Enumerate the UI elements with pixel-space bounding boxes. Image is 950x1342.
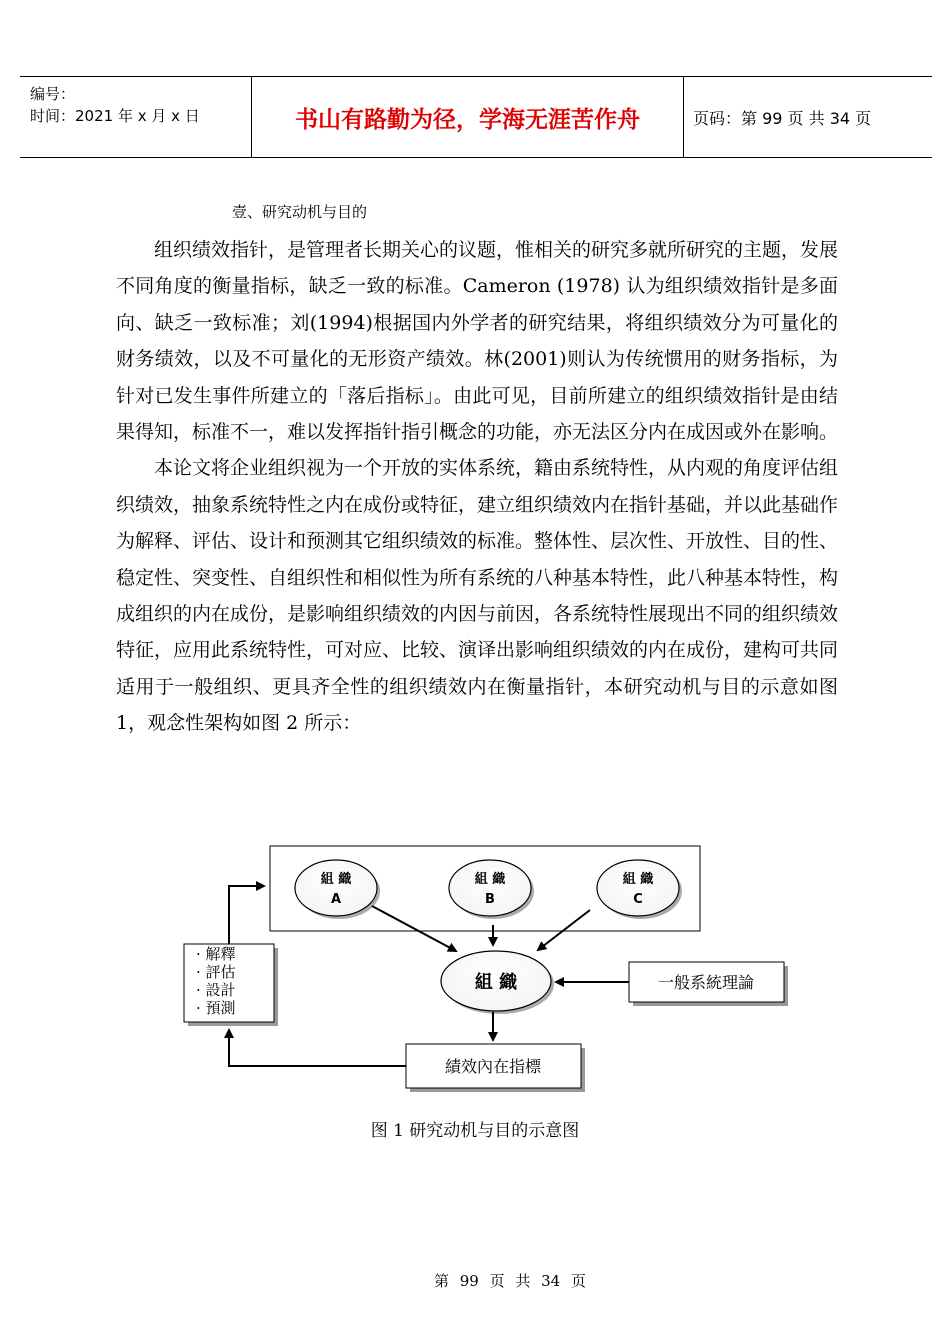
time-label: 时间：2021 年 x 月 x 日 — [30, 107, 200, 125]
motto-text: 书山有路勤为径，学海无涯苦作舟 — [295, 106, 640, 133]
number-label: 编号： — [30, 85, 76, 103]
page-footer: 第 99 页 共 34 页 — [433, 1272, 586, 1290]
org-center-label: 組 織 — [474, 972, 518, 993]
org-b-letter: B — [485, 892, 495, 907]
left-list-item: · 設計 — [196, 981, 236, 999]
figure-caption: 图 1 研究动机与目的示意图 — [370, 1121, 580, 1141]
org-b-label: 組 織 — [474, 872, 506, 887]
paragraph: 组织绩效指针，是管理者长期关心的议题，惟相关的研究多就所研究的主题，发展不同角度的衡量指标，缺乏一致的标准。Cameron (1978) 认为组织绩效指针是多面向、缺乏一致标准；刘(1994)根据国内外学者的研究结果，将组织绩效分为可量化的财务绩效，以及不可量化的无形资产绩效。林(2001)则认为传统惯用的财务指标，为针对已发生事件所建立的「落后指标」。由此可见，目前所建立的组织绩效指针是由结果得知，标准不一，难以发挥指针指引概念的功能，亦无法区分内在成因或外在影响。 — [116, 239, 839, 444]
section-title: 壹、研究动机与目的 — [232, 203, 368, 221]
org-a-letter: A — [330, 892, 342, 907]
theory-box-label: 一般系統理論 — [657, 973, 755, 992]
org-center-node — [441, 951, 554, 1014]
org-a-label: 組 織 — [320, 872, 352, 887]
org-c-letter: C — [633, 892, 643, 907]
org-c-label: 組 織 — [622, 872, 654, 887]
arrow-list-to-container — [229, 886, 264, 944]
arrow-output-to-list — [229, 1030, 406, 1066]
left-list-item: · 預測 — [196, 999, 236, 1017]
page-info-text: 页码：第 99 页 共 34 页 — [693, 108, 872, 128]
paragraph: 本论文将企业组织视为一个开放的实体系统，籍由系统特性，从内观的角度评估组织绩效，抽象系统特性之内在成份或特征，建立组织绩效内在指针基础，并以此基础作为解释、评估、设计和预测其它组织绩效的标准。整体性、层次性、开放性、目的性、稳定性、突变性、自组织性和相似性为所有系统的八种基本特性，此八种基本特性，构成组织的内在成份，是影响组织绩效的内因与前因，各系统特性展现出不同的组织绩效特征，应用此系统特性，可对应、比较、演译出影响组织绩效的内在成份，建构可共同适用于一般组织、更具齐全性的组织绩效内在衡量指针，本研究动机与目的示意如图 1，观念性架构如图 2 所示： — [116, 457, 839, 735]
output-box-label: 績效內在指標 — [444, 1057, 542, 1076]
left-list-item: · 解釋 — [196, 945, 236, 963]
left-list-item: · 評估 — [196, 963, 236, 981]
